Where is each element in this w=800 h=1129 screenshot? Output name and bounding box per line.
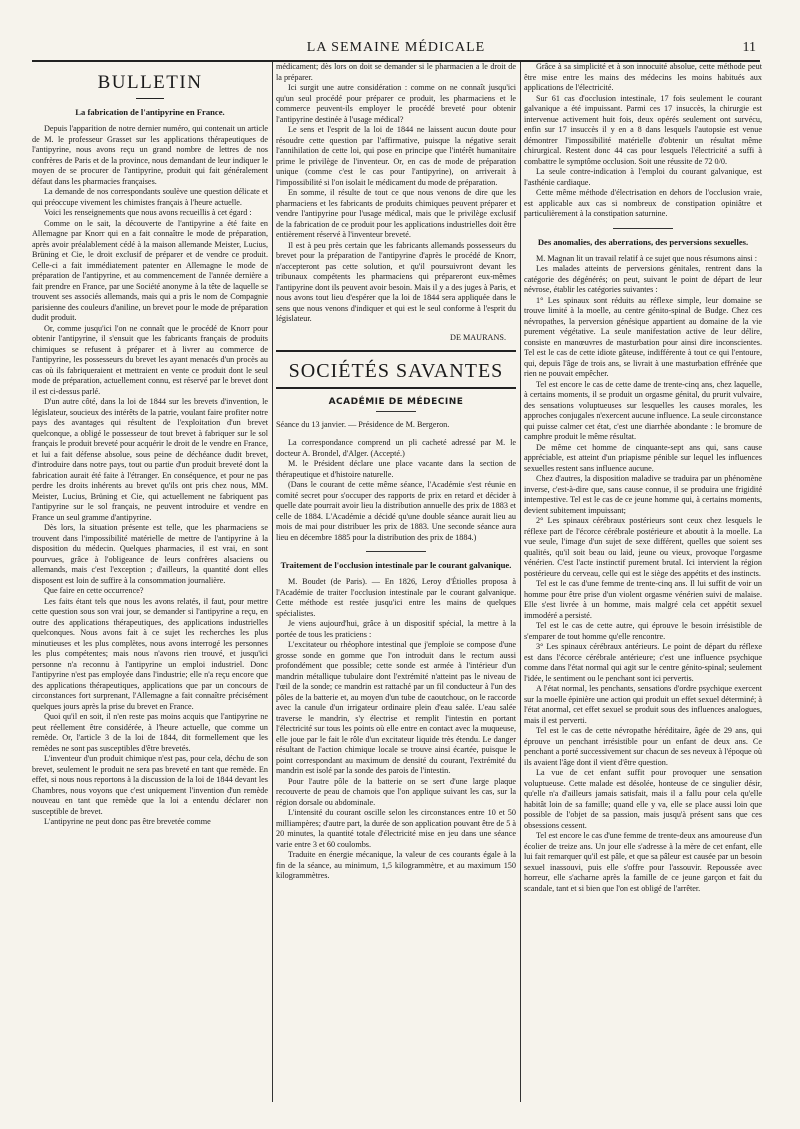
paragraph: L'intensité du courant oscille selon les circonstances entre 10 et 50 milliampères; d'autre part, la durée de son application pouvant être de 5 à 20 minutes, la quantité totale d'électricité mise en jeu dans une séance varie entre 3 et 60 coulombs. [276, 808, 516, 849]
paragraph: Il est à peu près certain que les fabricants allemands possesseurs du brevet pour la préparation de l'antipyrine d'après le procédé de Knorr, n'accepteront pas cette solution, et qu'il poursuivront devant les tribunaux compétents les pharmaciens qui prépareront eux-mêmes l'antipyrine dont ils peuvent avoir besoin. Mais il y a des juges à Paris, et nous avons tout lieu d'espérer que la loi de 1844 sera appliquée dans le sens que nous venons d'indiquer et qui est le seul conforme à l'esprit du législateur. [276, 240, 516, 323]
paragraph: M. Boudet (de Paris). — En 1826, Leroy d'Étiolles proposa à l'Académie de traiter l'occlusion intestinale par le courant galvanique. Cette méthode est restée jusqu'ici entre les mains de quelques spécialistes. [276, 577, 516, 618]
paragraph: Comme on le sait, la découverte de l'antipyrine a été faite en Allemagne par Knorr qui en a fait connaître le mode de préparation, après avoir préalablement cédé à la maison allemande Meister, Lucius, Brüning et Cie, le droit exclusif de préparer et de vendre ce produit. Celle-ci a fait immédiatement patenter en Allemagne le mode de préparation de l'antipyrine, et au commencement de l'année dernière a fait prendre en France, par une Société anonyme à la tête de laquelle se trouvent ses associés allemands, mais qui a pris le nom de Compagnie parisienne des couleurs d'aniline, un brevet pour le mode de préparation dudit produit. [32, 218, 268, 322]
paragraph: Grâce à sa simplicité et à son innocuité absolue, cette méthode peut être mise entre les mains des médecins les moins habitués aux applications de l'électricité. [524, 62, 762, 92]
section-divider [276, 350, 516, 352]
article-title: Traitement de l'occlusion intestinale par le courant galvanique. [280, 560, 512, 570]
page-number: 11 [742, 40, 756, 55]
paragraph: Tel est encore le cas d'une femme de trente-deux ans amoureuse d'un écolier de treize ans. Un jour elle s'adresse à la mère de cet enfant, elle lui fait remarquer qu'il est pâle, et que sa pâleur est causée par un besoin sexuel inassouvi, puis elle s'offre pour l'assouvir. Repoussée avec horreur, elle s'acharne après la famille de ce jeune garçon et fait du scandale, tant et si bien que l'on est obligé de l'arrêter. [524, 831, 762, 893]
paragraph: 3° Les spinaux cérébraux antérieurs. Le point de départ du réflexe est dans l'écorce cérébrale antérieure; c'est une influence psychique comme dans l'état normal qui agit sur le centre génito-spinal; seulement l'idée, le sentiment ou le penchant sont ici pervertis. [524, 642, 762, 683]
paragraph: La seule contre-indication à l'emploi du courant galvanique, est l'asthénie cardiaque. [524, 167, 762, 187]
paragraph: M. Magnan lit un travail relatif à ce sujet que nous résumons ainsi : [536, 253, 758, 263]
column-1 [32, 62, 268, 1102]
running-title: LA SEMAINE MÉDICALE [306, 40, 486, 55]
title-rule [136, 98, 164, 99]
column-2 [276, 62, 516, 1102]
paragraph: 1° Les spinaux sont réduits au réflexe simple, leur domaine se trouve limité à la moelle, au centre génito-spinal de Budge. Chez ces névropathes, la perversion génésique appartient au domaine de la vie purement végétative. La seule manifestation active de leur délire, consiste en manœuvres de masturbation pour ainsi dire inconscientes. Tel est le cas de cette idiote gâteuse, indifférente à tout ce qui l'entoure, qui, depuis l'âge de trois ans, se livrait à une masturbation effrénée que rien ne pouvait empêcher. [524, 295, 762, 378]
paragraph: Tel est le cas d'une femme de trente-cinq ans. Il lui suffit de voir un homme pour être prise d'un violent orgasme vénérien suivi de malaise. Elle s'est livrée à un homme, mais malgré cela cet appétit sexuel immodéré a persisté. [524, 579, 762, 620]
paragraph: Chez d'autres, la disposition maladive se traduira par un phénomène inverse, c'est-à-dire que, sans cause connue, il se produira une frigidité intempestive. Tel est le cas de ce jeune homme qui, à certains moments, devient subitement impuissant; [524, 474, 762, 515]
academy-heading: ACADÉMIE DE MÉDECINE [328, 396, 464, 407]
paragraph: Tel est le cas de cette névropathe héréditaire, âgée de 29 ans, qui éprouve un penchant irrésistible pour un enfant de deux ans. Ce penchant a porté successivement sur chacun de ses neveux à l'époque où ils avaient l'âge dont il vient d'être question. [524, 726, 762, 767]
paragraph: Je viens aujourd'hui, grâce à un dispositif spécial, la mettre à la portée de tous les praticiens : [276, 619, 516, 639]
bulletin-title: BULLETIN [97, 72, 203, 93]
paragraph: Traduite en énergie mécanique, la valeur de ces courants égale à la fin de la séance, au minimum, 1,5 kilogrammètre, et au maximum 150 kilogrammètres. [276, 850, 516, 880]
subsection-rule [613, 228, 673, 229]
column-3 [524, 62, 762, 1102]
paragraph: Dès lors, la situation présente est telle, que les pharmaciens se trouvent dans l'impossibilité matérielle de mettre de l'antipyrine à la disposition du médecin. Quelques pharmacies, il est vrai, en sont pourvues, grâce à l'obligeance de leurs confrères alsaciens ou allemands, mais c'est l'exception ; d'ailleurs, la quantité dont elles disposent est loin de suffire à la consommation journalière. [32, 523, 268, 585]
paragraph: Quoi qu'il en soit, il n'en reste pas moins acquis que l'antipyrine ne peut réellement être considérée, à l'heure actuelle, que comme un remède. Or, l'article 3 de la loi de 1844, dit formellement que les remèdes ne sont pas susceptibles d'être brevetés. [32, 712, 268, 753]
paragraph: Or, comme jusqu'ici l'on ne connaît que le procédé de Knorr pour obtenir l'antipyrine, il s'ensuit que les fabricants français de produits chimiques se refusent à préparer et à livrer au commerce de l'antipyrine, les possesseurs du brevet les ayant menacés d'un procès au cas où ils fabriqueraient et mettraient en vente ce produit dont le seul mode de préparation, actuellement connu, est réservé par le brevet dont il est ci-dessus parlé. [32, 323, 268, 396]
paragraph: Les malades atteints de perversions génitales, rentrent dans la catégorie des dégénérés; on peut, suivant le point de départ de leur névrose, établir les catégories suivantes : [524, 264, 762, 294]
paragraph: L'inventeur d'un produit chimique n'est pas, pour cela, déchu de son brevet, seulement le produit ne sera pas breveté en tant que remède. En effet, si nous nous reportons à la discussion de la loi de 1844 devant les Chambres, nous voyons que c'est uniquement l'invention d'un remède nouveau en tant que remède que la loi a entendu déclarer non susceptible de brevet. [32, 754, 268, 816]
paragraph: Pour l'autre pôle de la batterie on se sert d'une large plaque recouverte de peau de chamois que l'on applique suivant les cas, sur la région dorsale ou abdominale. [276, 776, 516, 807]
running-header [32, 40, 760, 58]
paragraph: 2° Les spinaux cérébraux postérieurs sont ceux chez lesquels le réflexe part de l'écorce cérébrale postérieure et aboutit à la moelle. La vue seule, l'image d'un sujet de sexe différent, quelles que soient ses qualités, qu'il soit beau ou laid, jeune ou vieux, provoque l'orgasme vénérien. C'est l'acte instinctif purement brutal. Ici intervient la région postérieure du cerveau, celle qui est le siège des appétits et des instincts. [524, 516, 762, 578]
paragraph: Tel est le cas de cette autre, qui éprouve le besoin irrésistible de s'emparer de tout homme qu'elle rencontre. [524, 621, 762, 641]
paragraph: Cette même méthode d'électrisation en dehors de l'occlusion vraie, est applicable aux cas si nombreux de constipation opiniâtre et particulièrement à la constipation saturnine. [524, 188, 762, 218]
paragraph: Le sens et l'esprit de la loi de 1844 ne laissent aucun doute pour résoudre cette question par l'affirmative, puisque la négative serait l'annihilation de cette loi, qui pose en principe que l'intérêt humanitaire prime le privilège de l'inventeur. Or, en cas de mode de préparation unique (comme c'est le cas pour l'antipyrine), on arriverait à l'impossibilité si l'on isolait le médicament du mode de préparation. [276, 125, 516, 187]
paragraph: La vue de cet enfant suffit pour provoquer une sensation voluptueuse. Cette malade est désolée, honteuse de ce singulier désir, qu'elle n'a d'ailleurs jamais satisfait, mais il a fallu pour cela qu'elle habitât loin de sa famille; quand elle y va, elle se place aussi loin que possible de l'objet de sa passion, mais jusqu'à présent sans que ces obsessions cessent. [524, 768, 762, 830]
paragraph: Sur 61 cas d'occlusion intestinale, 17 fois seulement le courant galvanique a été impuissant. Parmi ces 17 insuccès, la chirurgie est intervenue activement huit fois, deux opérés seulement ont survécu, enfin sur 17 insuccès il y en a 8 dans lesquels l'autopsie est venue démontrer l'impossibilité matérielle d'obtenir un résultat même chirurgical. Restent donc 44 cas pour lesquels l'électricité a suffi à combattre le symptôme occlusion. Soit une réussite de 72 0/0. [524, 93, 762, 166]
columns [32, 62, 762, 1102]
section-title: SOCIÉTÉS SAVANTES [288, 359, 504, 382]
paragraph: En somme, il résulte de tout ce que nous venons de dire que les pharmaciens et les fabricants de produits chimiques peuvent préparer et vendre l'antipyrine pour l'usage médical, mais que le privilège exclusif de la fabrication de ce produit pour les applications industrielles doit être entièrement réservé à l'inventeur breveté. [276, 188, 516, 239]
article-title: Des anomalies, des aberrations, des perversions sexuelles. [537, 236, 749, 247]
section-divider [276, 387, 516, 389]
paragraph: Tel est encore le cas de cette dame de trente-cinq ans, chez laquelle, à certains moments, il se produit un orgasme génital, du prurit vulvaire, des sensations voluptueuses sur lesquelles les causes morales, les approches conjugales n'exercent aucune influence. La seule circonstance qui puisse calmer cet état, c'est une diarrhée abondante : le bromure de camphre produit le même résultat. [524, 379, 762, 441]
paragraph: M. le Président déclare une place vacante dans la section de thérapeutique et d'histoire naturelle. [276, 459, 516, 479]
paragraph: D'un autre côté, dans la loi de 1844 sur les brevets d'invention, le législateur, soucieux des intérêts de la patrie, voulant faire profiter notre pays des avantages qui résultent de l'exploitation d'un brevet quelconque, a obligé le possesseur de tout brevet à fabriquer sur le sol français le produit breveté pour acquérir le droit de le vendre en France, et lui a fait défense absolue, sous peine de déchéance dudit brevet, d'introduire dans notre pays, tout ou partie d'un produit breveté dont la fabrication aurait été faite à l'étranger. En conséquence, et pour ne pas perdre les droits inhérents au brevet qu'ils ont pris chez nous, MM. Meister, Lucius, Brüning et Cie, qui actuellement ne fabriquent pas l'antipyrine sur le sol français, ne peuvent introduire et vendre en France un seul gramme d'antipyrine. [32, 397, 268, 522]
paragraph: Que faire en cette occurrence? [44, 586, 144, 595]
paragraph: Les faits étant tels que nous les avons relatés, il faut, pour mettre cette question sous son vrai jour, se demander si l'antipyrine a reçu, en outre des applications thérapeutiques, des applications industrielles quelconques. Nous avons fait à ce sujet les recherches les plus minutieuses et les plus complètes, nous avons interrogé les personnes les plus compétentes; mais nous n'avons rien trouvé, et jusqu'ici personne n'a reconnu à l'antipyrine un emploi industriel. Donc l'antipyrine n'est pas employée dans l'industrie; elle n'a reçu encore que des applications thérapeutiques, applications que par un concours de circonstances fort surprenant, l'Allemagne a fait connaître précisément quelques jours après la prise du brevet en France. [32, 596, 268, 711]
paragraph: Voici les renseignements que nous avons recueillis à cet égard : [44, 208, 252, 217]
paragraph: La correspondance comprend un pli cacheté adressé par M. le docteur A. Brondel, d'Alger. (Accepté.) [276, 438, 516, 458]
paragraph: médicament; dès lors on doit se demander si le pharmacien a le droit de la préparer. [276, 62, 516, 82]
session-line: Séance du 13 janvier. — Présidence de M. Bergeron. [276, 419, 450, 429]
paragraph: De même cet homme de cinquante-sept ans qui, sans cause appréciable, est atteint d'un priapisme pénible sur lequel les influences sexuelles restent sans influence aucune. [524, 442, 762, 473]
author-signature: DE MAURANS. [450, 332, 506, 342]
paragraph: (Dans le courant de cette même séance, l'Académie s'est réunie en comité secret pour s'occuper des rapports de prix en retard et décider à quelle date pourrait avoir lieu la distribution annuelle des prix de 1883 et celle de 1884. L'Académie a décidé qu'une double séance aurait lieu au mois de mai pour distribuer les prix de 1883. Une seconde séance aura lieu en décembre 1885 pour la distribution des prix de 1884.) [276, 480, 516, 542]
paragraph: La demande de nos correspondants soulève une question délicate et qui préoccupe vivement les chimistes français à l'heure actuelle. [32, 187, 268, 207]
paragraph: Depuis l'apparition de notre dernier numéro, qui contenait un article de M. le professeur Grasset sur les applications thérapeutiques de l'antipyrine, nous avons reçu un grand nombre de lettres de nos confrères de Paris et de la province, nous demandant de leur indiquer le moyen de se procurer de l'antipyrine, produit qui fait généralement défaut dans les pharmacies françaises. [32, 124, 268, 186]
subsection-rule [366, 551, 426, 552]
paragraph: L'excitateur ou rhéophore intestinal que j'emploie se compose d'une grosse sonde en gomme que l'on introduit dans le rectum aussi profondément que possible; cette sonde est armée à l'intérieur d'un mandrin métallique tubulaire dont l'extrémité n'atteint pas le niveau de l'œil de la sonde; ce mandrin est rattaché par un fil conducteur à l'un des pôles de la batterie et, au moyen d'un tube de caoutchouc, on le raccorde avec la canule d'un irrigateur ordinaire plein d'eau salée. L'eau salée traverse le mandrin, s'y électrise et remplit l'intestin en portant l'électricité sur tous les points où elle entre en contact avec la muqueuse, elle joue par le fait le rôle d'un excitateur liquide très étendu. Le danger résultant de l'action chimique locale se trouve ainsi écartée, puisque le point correspondant au maximum de densité du courant, l'extrémité du mandrin est isolé par la sonde des parois de l'intestin. [276, 640, 516, 775]
paragraph: Ici surgit une autre considération : comme on ne connaît jusqu'ici qu'un seul procédé pour préparer ce produit, les pharmaciens et le commerce peuvent-ils employer le procédé breveté pour obtenir l'antipyrine destinée à l'usage médical? [276, 83, 516, 124]
paragraph: L'antipyrine ne peut donc pas être brevetée comme [44, 817, 211, 826]
article-title: La fabrication de l'antipyrine en France. [75, 107, 225, 117]
paragraph: A l'état normal, les penchants, sensations d'ordre psychique exercent sur la moelle épinière une action qui produit un effet sexuel déterminé; à l'état anormal, cet effet sexuel se produit sous des influences analogues, mais il est perverti. [524, 684, 762, 725]
heading-rule [376, 411, 416, 412]
